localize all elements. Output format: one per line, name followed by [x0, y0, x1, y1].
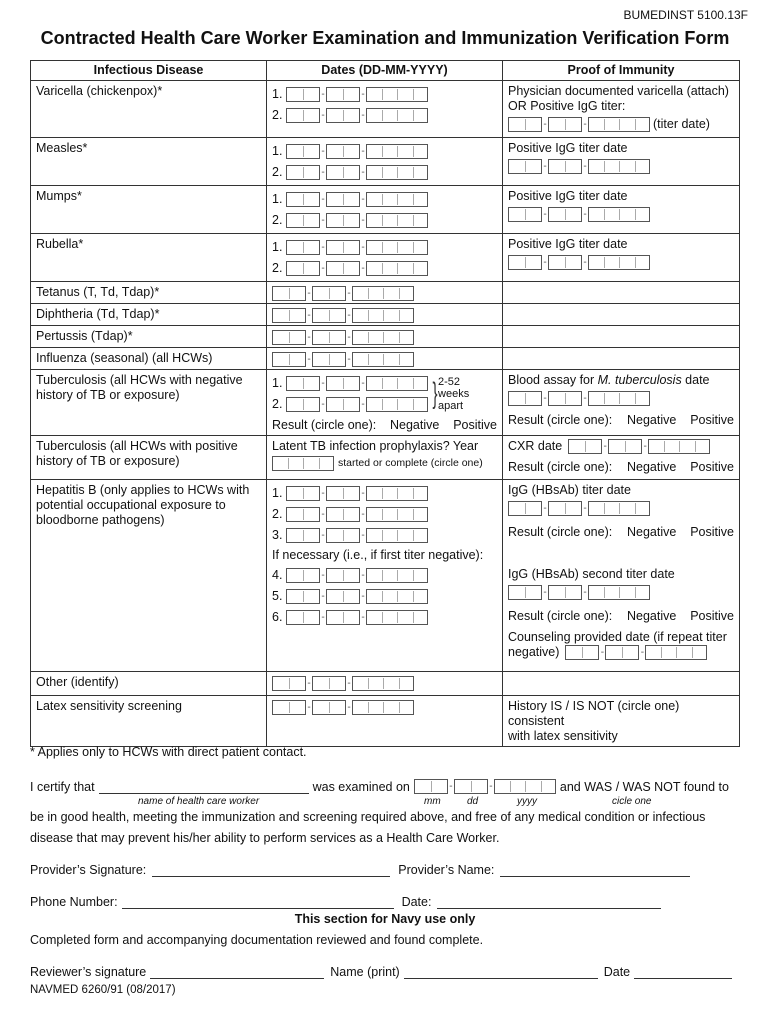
table-row: Rubella* 1. - - 2. - - Positive IgG titer date - -	[31, 234, 740, 282]
proof-varicella: Physician documented varicella (attach) OR Positive IgG titer: - - (titer date)	[503, 81, 740, 138]
footnote: * Applies only to HCWs with direct patient contact.	[30, 745, 307, 759]
date-field[interactable]: - -	[286, 165, 428, 180]
table-row: Tuberculosis (all HCWs with positive history of TB or exposure) Latent TB infection prophylaxis? Year started or complete (circle one) CXR date - - Result (circle one): Negative Positive	[31, 436, 740, 480]
date-field[interactable]: - -	[286, 144, 428, 159]
negative-option[interactable]: Negative	[626, 609, 677, 623]
date-field[interactable]: - -	[286, 108, 428, 123]
date-field[interactable]: - -	[508, 117, 650, 132]
disease-mumps: Mumps*	[31, 186, 267, 234]
date-field[interactable]: - -	[272, 286, 414, 301]
negative-option[interactable]: Negative	[626, 460, 677, 474]
table-row	[31, 326, 740, 348]
certify-text-2: disease that may prevent his/her ability to perform services as a Health Care Worker.	[30, 831, 500, 845]
positive-option[interactable]: Positive	[453, 418, 497, 432]
reviewer-signature-field[interactable]	[150, 966, 324, 979]
reviewer-name-field[interactable]	[404, 966, 598, 979]
table-row: Hepatitis B (only applies to HCWs with potential occupational exposure to bloodborne pathogens) 1. - - 2. - - 3. - - If necessary (i.e., if first titer negative): 4. - - 5. - - 6. - - IgG (HBsAb) titer date - - Result (circle one): Negative Positive IgG (HBsAb) second titer date - - Result (circle one): Negative Positive Counseling provided date (if repeat titer negative) - -	[31, 480, 740, 672]
date-field[interactable]: - -	[286, 568, 428, 583]
phone-field[interactable]	[122, 896, 394, 909]
date-field[interactable]: - -	[286, 610, 428, 625]
table-row	[31, 282, 740, 304]
certify-line: I certify that was examined on - - and WAS / WAS NOT found to	[30, 780, 729, 794]
disease-measles: Measles*	[31, 138, 267, 186]
provider-line: Provider’s Signature: Provider’s Name:	[30, 863, 690, 877]
table-row: Tuberculosis (all HCWs with negative history of TB or exposure) 1. - - 2. - - } 2-52 weeks apart Result (circle one): Negative Positive Blood assay for M. tuberculosis date - - Result (circle one): Negative Positive	[31, 370, 740, 436]
positive-option[interactable]: Positive	[690, 525, 734, 539]
date-field[interactable]: - -	[286, 376, 428, 391]
date-field[interactable]: - -	[568, 439, 710, 454]
table-row	[31, 672, 740, 696]
disease-hepatitis-b: Hepatitis B (only applies to HCWs with potential occupational exposure to bloodborne pathogens)	[31, 480, 267, 672]
form-title: Contracted Health Care Worker Examination and Immunization Verification Form	[40, 28, 730, 48]
date-field[interactable]: - -	[286, 261, 428, 276]
disease-latex: Latex sensitivity screening	[31, 696, 267, 747]
date-field[interactable]: - -	[286, 192, 428, 207]
date-field[interactable]: - -	[272, 330, 414, 345]
disease-diphtheria: Diphtheria (Td, Tdap)*	[31, 304, 267, 326]
date-field[interactable]: - -	[508, 391, 650, 406]
table-row: Latex sensitivity screening - - History IS / IS NOT (circle one) consistent with latex sensitivity	[31, 696, 740, 747]
table-row	[31, 81, 740, 138]
positive-option[interactable]: Positive	[690, 609, 734, 623]
dates-varicella: 1. - - 2. - -	[267, 81, 503, 138]
provider-name-field[interactable]	[500, 864, 690, 877]
positive-option[interactable]: Positive	[690, 413, 734, 427]
date-field[interactable]: - -	[286, 213, 428, 228]
disease-pertussis: Pertussis (Tdap)*	[31, 326, 267, 348]
certify-text-1: be in good health, meeting the immunization and screening required above, and free of any medical condition or infectious	[30, 810, 706, 824]
navy-section-title: This section for Navy use only	[294, 912, 476, 926]
table-row	[31, 348, 740, 370]
hcw-name-field[interactable]	[99, 781, 309, 794]
negative-option[interactable]: Negative	[626, 413, 677, 427]
date-field[interactable]: - -	[272, 352, 414, 367]
date-field-provider[interactable]	[437, 896, 661, 909]
immunization-table	[30, 60, 740, 747]
disease-tb-positive: Tuberculosis (all HCWs with positive history of TB or exposure)	[31, 436, 267, 480]
negative-option[interactable]: Negative	[389, 418, 440, 432]
disease-varicella: Varicella (chickenpox)*	[31, 81, 267, 138]
date-field[interactable]: - -	[272, 308, 414, 323]
header-proof: Proof of Immunity	[503, 61, 740, 81]
date-field[interactable]: - -	[286, 87, 428, 102]
form-number: NAVMED 6260/91 (08/2017)	[30, 984, 176, 996]
header-disease: Infectious Disease	[31, 61, 267, 81]
reviewed-text: Completed form and accompanying documentation reviewed and found complete.	[30, 933, 484, 947]
date-field[interactable]: - -	[508, 255, 650, 270]
date-field[interactable]: - -	[508, 207, 650, 222]
date-field[interactable]: - -	[565, 645, 707, 660]
negative-option[interactable]: Negative	[626, 525, 677, 539]
table-row: Mumps* 1. - - 2. - - Positive IgG titer date - -	[31, 186, 740, 234]
table-row: Measles* 1. - - 2. - - Positive IgG titer date - -	[31, 138, 740, 186]
reviewer-date-field[interactable]	[634, 966, 732, 979]
date-field[interactable]: - -	[272, 700, 414, 715]
disease-rubella: Rubella*	[31, 234, 267, 282]
date-field[interactable]: - -	[286, 528, 428, 543]
disease-tb-negative: Tuberculosis (all HCWs with negative history of TB or exposure)	[31, 370, 267, 436]
exam-date-field[interactable]: - -	[414, 779, 556, 794]
table-header-row	[31, 61, 740, 81]
brace: }	[432, 377, 438, 410]
disease-other: Other (identify)	[31, 672, 267, 696]
year-field[interactable]	[272, 456, 334, 471]
disease-tetanus: Tetanus (T, Td, Tdap)*	[31, 282, 267, 304]
instruction-reference: BUMEDINST 5100.13F	[623, 8, 748, 22]
date-field[interactable]: - -	[286, 486, 428, 501]
reviewer-line: Reviewer’s signature Name (print) Date	[30, 965, 732, 979]
date-field[interactable]: - -	[286, 240, 428, 255]
date-field[interactable]: - -	[272, 676, 414, 691]
phone-line: Phone Number: Date:	[30, 895, 661, 909]
date-field[interactable]: - -	[286, 589, 428, 604]
date-field[interactable]: - -	[286, 507, 428, 522]
date-field[interactable]: - -	[508, 501, 650, 516]
date-field[interactable]: - -	[508, 585, 650, 600]
disease-influenza: Influenza (seasonal) (all HCWs)	[31, 348, 267, 370]
table-row	[31, 304, 740, 326]
header-dates: Dates (DD-MM-YYYY)	[267, 61, 503, 81]
date-field[interactable]: - -	[508, 159, 650, 174]
provider-signature-field[interactable]	[152, 864, 390, 877]
date-field[interactable]: - -	[286, 397, 428, 412]
positive-option[interactable]: Positive	[690, 460, 734, 474]
